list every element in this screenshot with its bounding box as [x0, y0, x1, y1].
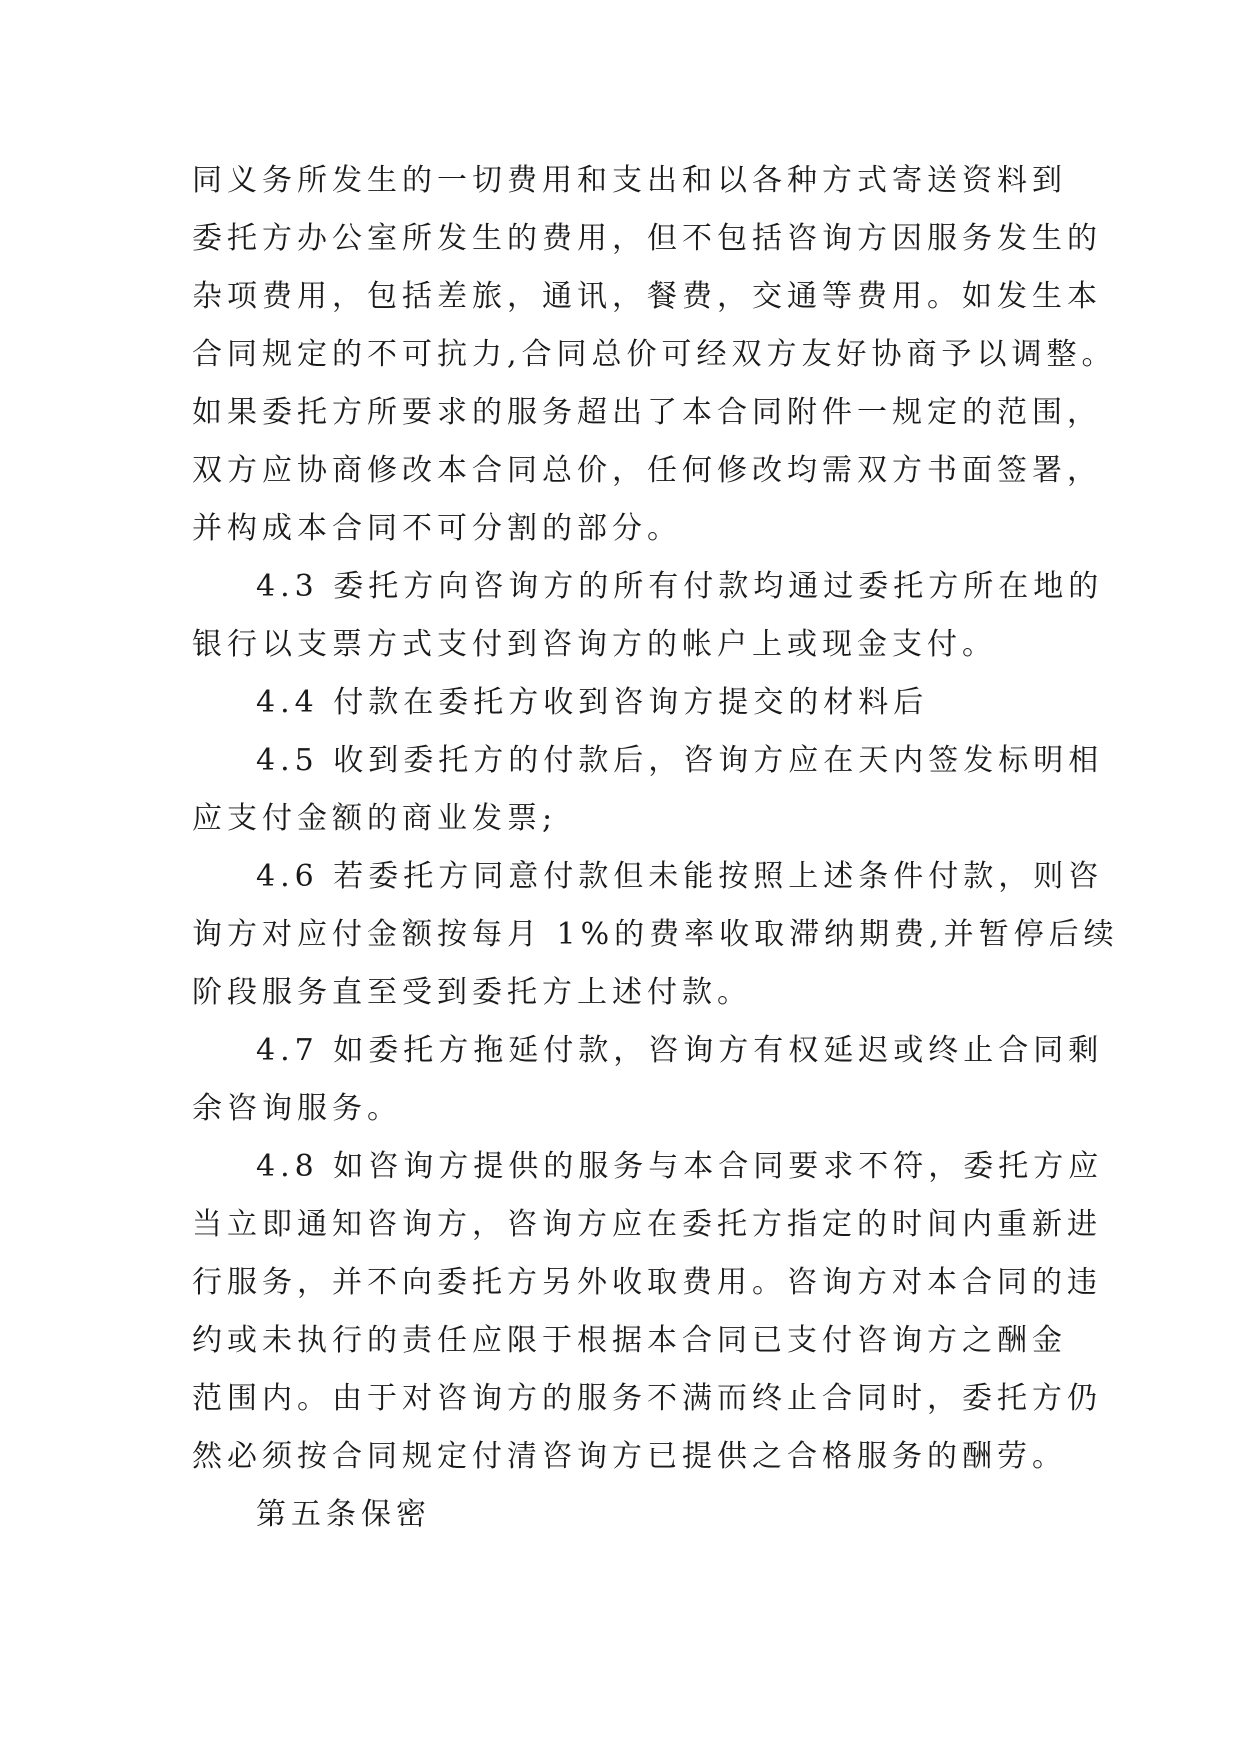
clause-4-7: 4.7 如委托方拖延付款，咨询方有权延迟或终止合同剩 [256, 1033, 1104, 1068]
text-line: 并构成本合同不可分割的部分。 [192, 511, 682, 546]
text-line: 然必须按合同规定付清咨询方已提供之合格服务的酬劳。 [192, 1439, 1067, 1474]
text-line: 询方对应付金额按每月 1%的费率收取滞纳期费,并暂停后续 [192, 917, 1119, 952]
text-line: 范围内。由于对咨询方的服务不满而终止合同时，委托方仍 [192, 1381, 1102, 1416]
text-line: 约或未执行的责任应限于根据本合同已支付咨询方之酬金 [192, 1323, 1067, 1358]
contract-text [192, 152, 1119, 1544]
section-heading-5: 第五条保密 [256, 1497, 431, 1532]
text-line: 当立即通知咨询方，咨询方应在委托方指定的时间内重新进 [192, 1207, 1102, 1242]
text-line: 双方应协商修改本合同总价，任何修改均需双方书面签署， [192, 453, 1102, 488]
text-line: 杂项费用，包括差旅，通讯，餐费，交通等费用。如发生本 [192, 279, 1102, 314]
clause-4-6: 4.6 若委托方同意付款但未能按照上述条件付款，则咨 [256, 859, 1104, 894]
text-line: 行服务，并不向委托方另外收取费用。咨询方对本合同的违 [192, 1265, 1102, 1300]
clause-4-5: 4.5 收到委托方的付款后，咨询方应在天内签发标明相 [256, 743, 1104, 778]
text-line: 委托方办公室所发生的费用，但不包括咨询方因服务发生的 [192, 221, 1102, 256]
text-line: 银行以支票方式支付到咨询方的帐户上或现金支付。 [192, 627, 997, 662]
text-line: 余咨询服务。 [192, 1091, 402, 1126]
text-line: 同义务所发生的一切费用和支出和以各种方式寄送资料到 [192, 163, 1067, 198]
clause-4-8: 4.8 如咨询方提供的服务与本合同要求不符，委托方应 [256, 1149, 1104, 1184]
text-line: 如果委托方所要求的服务超出了本合同附件一规定的范围， [192, 395, 1102, 430]
text-line: 阶段服务直至受到委托方上述付款。 [192, 975, 752, 1010]
text-line: 合同规定的不可抗力,合同总价可经双方友好协商予以调整。 [192, 337, 1117, 372]
clause-4-3: 4.3 委托方向咨询方的所有付款均通过委托方所在地的 [256, 569, 1104, 604]
text-line: 应支付金额的商业发票; [192, 801, 558, 836]
clause-4-4: 4.4 付款在委托方收到咨询方提交的材料后 [256, 685, 929, 720]
